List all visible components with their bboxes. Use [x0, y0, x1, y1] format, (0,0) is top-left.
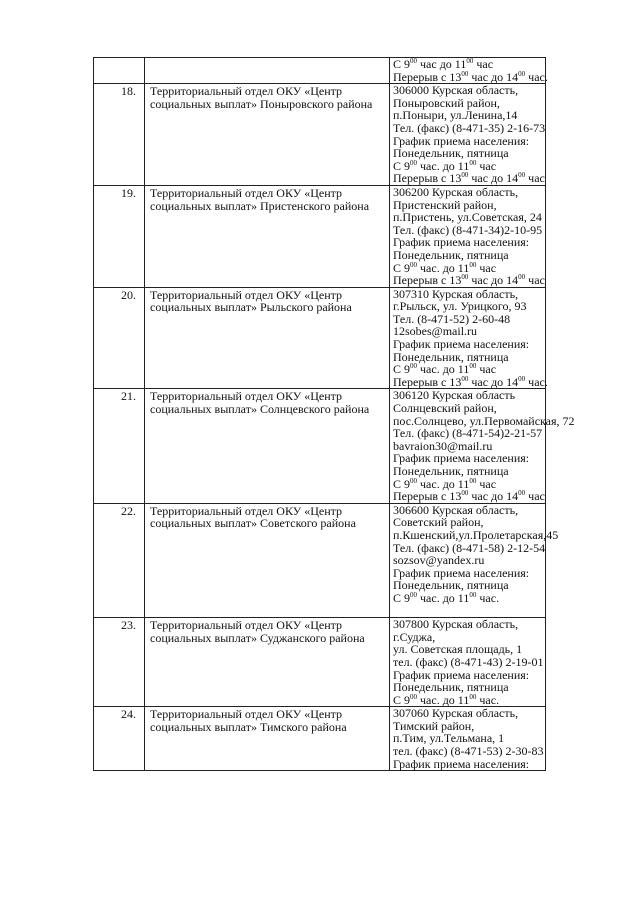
contact-text: График приема населения: [393, 337, 530, 352]
contact-line [390, 69, 548, 84]
office-name-cell [145, 287, 390, 389]
contact-text: час до 14 [468, 374, 519, 389]
contact-text: График приема населения: [393, 667, 530, 682]
office-name-cell [145, 84, 390, 186]
contact-text: Перерыв с 13 [393, 171, 462, 186]
time-superscript: 00 [518, 273, 526, 282]
contact-text: Тел. (факс) (8-471-34)2-10-95 [393, 222, 543, 237]
office-name: Территориальный отдел ОКУ «Центр социальных выплат» Поныровского района [150, 84, 373, 111]
row-number [136, 67, 144, 68]
contact-text: час. до 11 [417, 692, 470, 707]
row-number-cell [94, 287, 145, 389]
contact-text: Перерыв с 13 [393, 69, 462, 84]
contact-text: час [476, 362, 497, 377]
time-superscript: 00 [518, 69, 526, 78]
contact-text: Тел. (факс) (8-471-35) 2-16-73 [393, 120, 546, 135]
table-row [94, 58, 546, 84]
contact-text: час [473, 57, 494, 71]
contact-text: bavraion30@mail.ru [393, 438, 493, 453]
contact-text: Тел. (8-471-52) 2-60-48 [393, 311, 511, 326]
contact-line [390, 172, 545, 185]
contact-line [390, 758, 545, 771]
office-name-cell [145, 389, 390, 503]
contact-text: час [525, 171, 545, 186]
table-row [94, 618, 546, 707]
time-superscript: 00 [410, 57, 418, 65]
time-superscript: 00 [469, 158, 477, 167]
time-superscript: 00 [461, 273, 469, 282]
contact-text: С 9 [393, 57, 411, 71]
contact-text: г.Рыльск, ул. Урицкого, 93 [393, 299, 527, 314]
contact-text: 306200 Курская область, [393, 184, 519, 199]
contact-text: Тел. (факс) (8-471-58) 2-12-54 [393, 540, 546, 555]
office-contact-cell [390, 502, 559, 617]
time-superscript: 00 [410, 692, 418, 701]
time-superscript: 00 [410, 476, 418, 485]
contact-text: тел. (факс) (8-471-53) 2-30-83 [393, 744, 544, 759]
row-number-cell [94, 389, 145, 503]
contact-text: С 9 [393, 362, 411, 377]
time-superscript: 00 [410, 362, 418, 371]
contact-text: Понедельник, пятница [393, 247, 509, 262]
contact-text: час [476, 158, 497, 173]
contact-text: sozsov@yandex.ru [393, 553, 485, 568]
time-superscript: 00 [518, 489, 526, 498]
office-name: Территориальный отдел ОКУ «Центр социальных выплат» Рыльского района [150, 287, 352, 315]
contact-text: Понедельник, пятница [393, 146, 509, 161]
contact-text: час. [476, 692, 500, 707]
contact-text: ул. Советская площадь, 1 [393, 642, 523, 657]
row-number: 21. [121, 389, 136, 404]
row-number: 24. [121, 707, 136, 722]
contact-text: Поныровский район, [393, 95, 500, 110]
contact-text: пос.Солнцево, ул.Первомайская, 72 [393, 413, 575, 428]
time-superscript: 00 [469, 260, 477, 269]
contact-text: График приема населения: [393, 756, 530, 771]
contact-text: Понедельник, пятница [393, 464, 509, 478]
office-name [145, 58, 389, 59]
contact-text: час. до 11 [417, 158, 470, 173]
contact-text: час. до 11 [417, 590, 470, 605]
contact-text: 306000 Курская область, [393, 83, 519, 98]
contact-text: Перерыв с 13 [393, 374, 462, 389]
contact-line [390, 274, 545, 287]
time-superscript: 00 [469, 692, 477, 701]
table-row [94, 287, 546, 389]
contact-text: п.Тим, ул.Тельмана, 1 [393, 731, 505, 746]
contact-text: час [525, 273, 545, 288]
contact-text: час. [525, 374, 548, 389]
office-contact-cell [390, 707, 546, 771]
contact-text: час. до 11 [417, 260, 470, 275]
contact-text: С 9 [393, 692, 411, 707]
table-row [94, 503, 546, 617]
contact-text: 307310 Курская область, [393, 286, 519, 301]
office-contact-cell [390, 618, 546, 707]
contact-text: п.Пристень, ул.Советская, 24 [393, 210, 542, 225]
row-number-cell [94, 185, 145, 287]
contact-text: п.Кшенский,ул.Пролетарская,45 [393, 527, 559, 542]
contact-text: С 9 [393, 590, 411, 605]
time-superscript: 00 [469, 590, 477, 599]
contact-text: Перерыв с 13 [393, 273, 462, 288]
contact-text: час. до 11 [417, 362, 470, 377]
contact-text: 307800 Курская область, [393, 617, 519, 632]
contact-text: График приема населения: [393, 133, 530, 148]
contact-text: час до 14 [468, 489, 519, 504]
contact-text: 12sobes@mail.ru [393, 324, 478, 339]
time-superscript: 00 [469, 362, 477, 371]
office-name: Территориальный отдел ОКУ «Центр социальных выплат» Пристенского района [150, 185, 370, 213]
offices-table-body [94, 57, 575, 771]
contact-text: С 9 [393, 260, 411, 275]
row-number-cell [94, 58, 145, 84]
table-row [94, 84, 546, 186]
office-name-cell [145, 503, 390, 617]
office-name-cell [145, 707, 390, 771]
contact-text: График приема населения: [393, 565, 530, 580]
time-superscript: 00 [518, 374, 526, 383]
time-superscript: 00 [518, 171, 526, 180]
contact-line [390, 374, 548, 389]
office-contact-cell [390, 388, 575, 504]
time-superscript: 00 [469, 476, 477, 485]
row-number-cell [94, 707, 145, 771]
contact-text: Советский район, [393, 515, 484, 530]
contact-line [390, 490, 545, 503]
contact-text: Перерыв с 13 [393, 489, 462, 504]
row-number: 19. [121, 185, 136, 200]
office-name: Территориальный отдел ОКУ «Центр социальных выплат» Солнцевского района [150, 389, 370, 417]
office-name: Территориальный отдел ОКУ «Центр социальных выплат» Тимского района [150, 707, 347, 734]
time-superscript: 00 [461, 374, 469, 383]
row-number: 22. [121, 503, 136, 518]
contact-text: Пристенский район, [393, 197, 497, 212]
office-contact-cell [390, 58, 546, 84]
office-name-cell [145, 58, 390, 84]
contact-text: Понедельник, пятница [393, 680, 509, 695]
contact-text: График приема населения: [393, 235, 530, 250]
contact-text: час до 14 [468, 273, 519, 288]
contact-text: час до 14 [468, 69, 519, 84]
contact-text: С 9 [393, 476, 411, 491]
time-superscript: 00 [461, 69, 469, 78]
time-superscript: 00 [461, 171, 469, 180]
contact-line [390, 694, 545, 707]
office-contact-cell [390, 287, 546, 389]
contact-text: час [525, 489, 545, 504]
table-row [94, 707, 546, 771]
row-number-cell [94, 618, 145, 707]
office-name: Территориальный отдел ОКУ «Центр социальных выплат» Суджанского района [150, 618, 365, 645]
office-name-cell [145, 618, 390, 707]
office-contact-cell [390, 185, 546, 287]
contact-text: Солнцевский район, [393, 401, 497, 416]
contact-line [390, 592, 545, 605]
row-number: 20. [121, 287, 136, 302]
contact-text: С 9 [393, 158, 411, 173]
office-contact-cell [390, 84, 546, 186]
time-superscript: 00 [410, 590, 418, 599]
row-number: 23. [121, 618, 136, 633]
contact-text: час [476, 260, 497, 275]
contact-text: Понедельник, пятница [393, 578, 509, 593]
contact-text: Понедельник, пятница [393, 349, 509, 364]
time-superscript: 00 [410, 158, 418, 167]
office-name: Территориальный отдел ОКУ «Центр социальных выплат» Советского района [150, 503, 356, 531]
contact-text: час до 11 [417, 57, 467, 71]
contact-text: час. до 11 [417, 476, 470, 491]
row-number: 18. [121, 84, 136, 99]
contact-text: 306120 Курская область [393, 388, 516, 403]
contact-text: тел. (факс) (8-471-43) 2-19-01 [393, 654, 544, 669]
time-superscript: 00 [466, 57, 474, 65]
row-number-cell [94, 503, 145, 617]
contact-text: час [476, 476, 497, 491]
contact-text: 307060 Курская область, [393, 706, 519, 721]
time-superscript: 00 [410, 260, 418, 269]
row-number-cell [94, 84, 145, 186]
contact-text: час. [525, 69, 548, 84]
table-row [94, 389, 546, 503]
contact-text: час до 14 [468, 171, 519, 186]
table-row [94, 185, 546, 287]
contact-text: Тимский район, [393, 718, 475, 733]
contact-text: 306600 Курская область, [393, 502, 519, 517]
contact-text: г.Суджа, [393, 629, 436, 644]
contact-text: п.Поныри, ул.Ленина,14 [393, 108, 518, 123]
time-superscript: 00 [461, 489, 469, 498]
office-name-cell [145, 185, 390, 287]
contact-text: час. [476, 590, 500, 605]
contact-text: График приема населения: [393, 451, 530, 466]
offices-table [93, 57, 575, 771]
contact-line [390, 605, 545, 618]
contact-text: Тел. (факс) (8-471-54)2-21-57 [393, 426, 543, 441]
